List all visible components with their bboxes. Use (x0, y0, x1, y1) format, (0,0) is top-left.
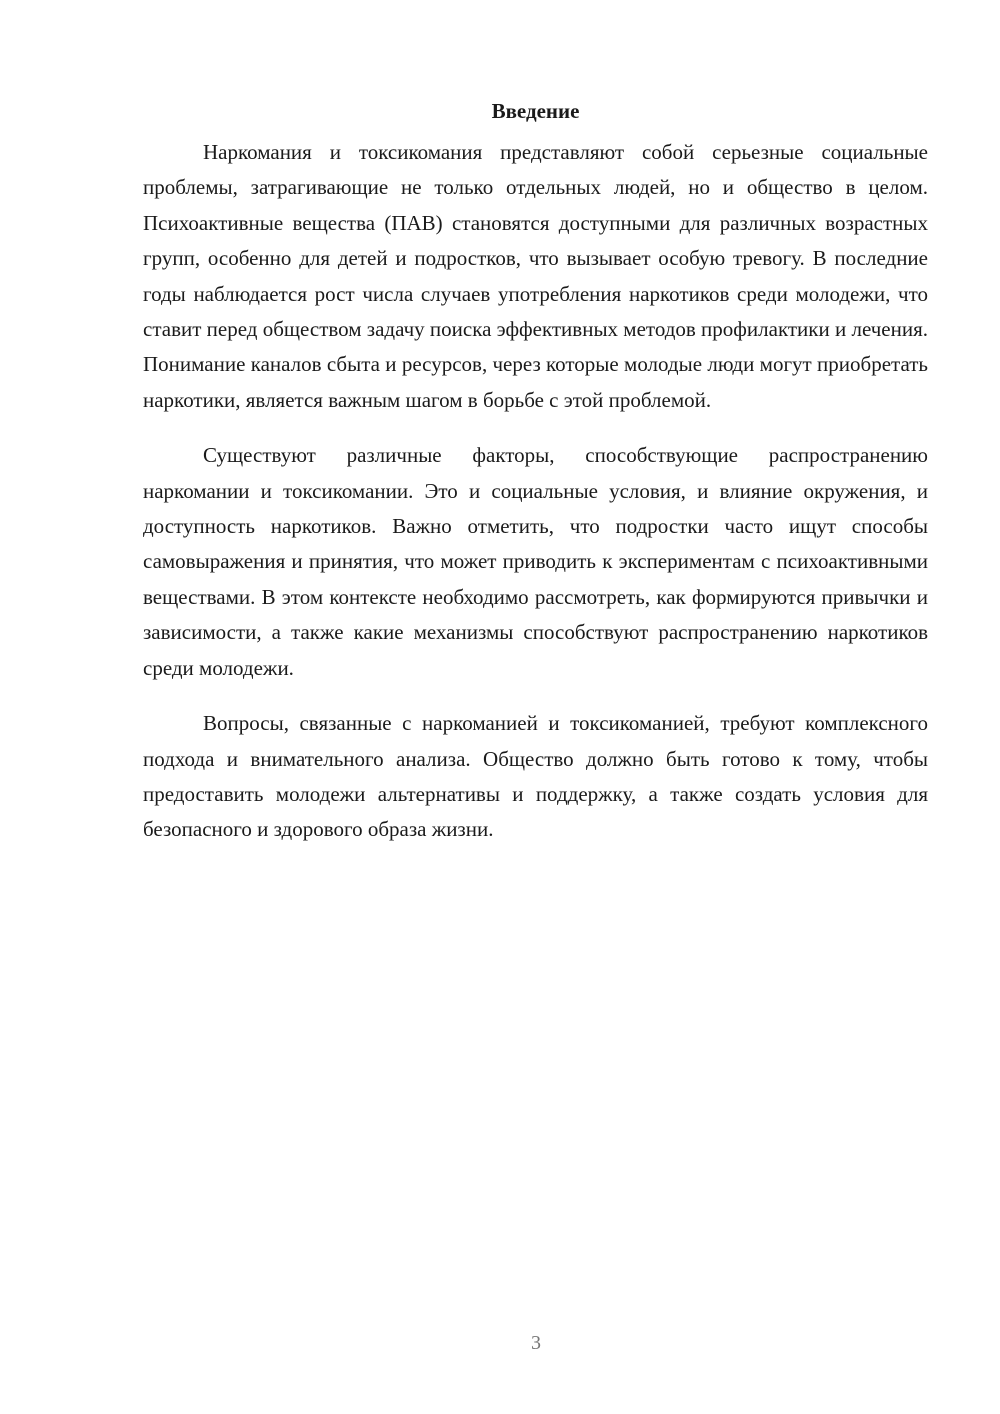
section-title: Введение (491, 99, 580, 123)
paragraph-1: Наркомания и токсикомания представляют собой серьезные социальные проблемы, затрагивающие не только отдельных людей, но и общество в целом. Психоактивные вещества (ПАВ) становятся доступными для различных возрастных групп, особенно для детей и подростков, что вызывает особую тревогу. В последние годы наблюдается рост числа случаев употребления наркотиков среди молодежи, что ставит перед обществом задачу поиска эффективных методов профилактики и лечения. Понимание каналов сбыта и ресурсов, через которые молодые люди могут приобретать наркотики, является важным шагом в борьбе с этой проблемой. (143, 140, 929, 412)
page-content (143, 94, 928, 848)
paragraph-3: Вопросы, связанные с наркоманией и токсикоманией, требуют комплексного подхода и внимательного анализа. Общество должно быть готово к тому, чтобы предоставить молодежи альтернативы и поддержку, а также создать условия для безопасного и здорового образа жизни. (143, 711, 928, 842)
paragraph-2: Существуют различные факторы, способствующие распространению наркомании и токсикомании. Это и социальные условия, и влияние окружения, и доступность наркотиков. Важно отметить, что подростки часто ищут способы самовыражения и принятия, что может приводить к экспериментам с психоактивными веществами. В этом контексте необходимо рассмотреть, как формируются привычки и зависимости, а также какие механизмы способствуют распространению наркотиков среди молодежи. (143, 443, 928, 680)
page-number: 3 (531, 1332, 541, 1354)
